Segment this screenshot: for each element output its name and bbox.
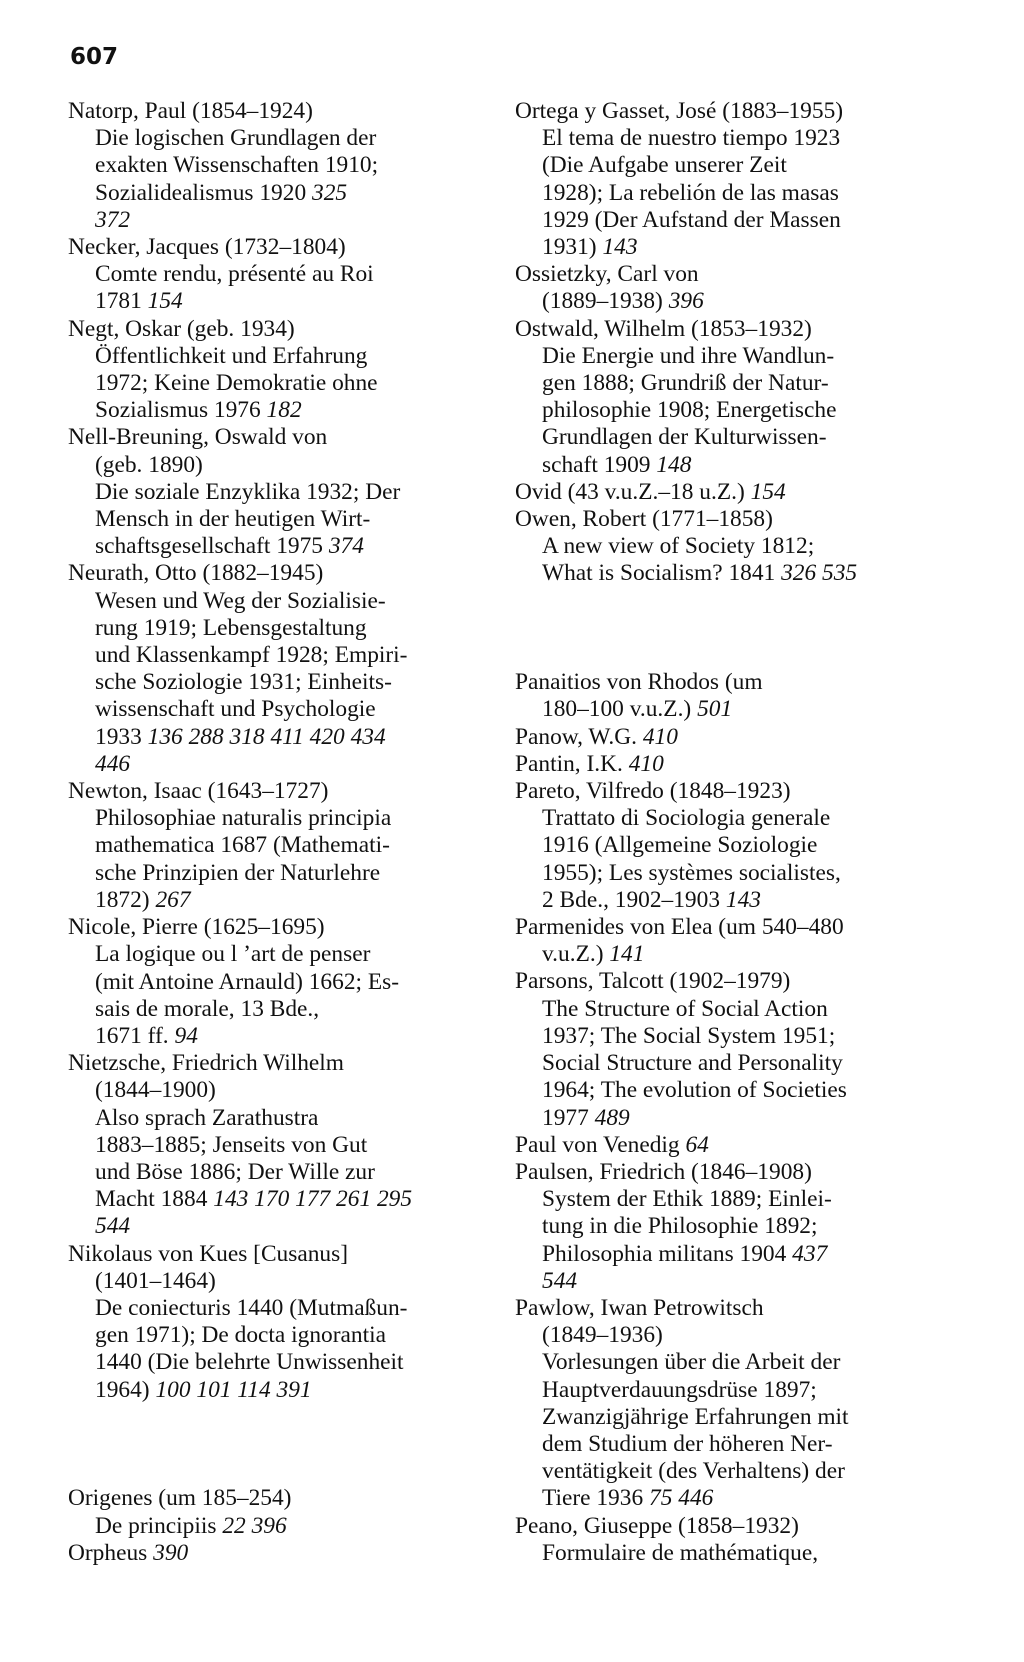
entry-name: Nicole, Pierre (1625–1695) [68, 914, 325, 941]
entry-heading [68, 234, 488, 261]
page-references: 326 535 [781, 560, 858, 587]
entry-heading [515, 1295, 955, 1349]
entry-name: Nikolaus von Kues [Cusanus] [68, 1240, 349, 1267]
entry-name: Origenes (um 185–254) [68, 1485, 292, 1512]
entry-heading [68, 1241, 488, 1295]
page-references: 154 [147, 288, 183, 315]
page-references: 396 [668, 288, 704, 315]
index-entry [68, 914, 488, 1050]
entry-works [68, 261, 488, 315]
entry-name: Ostwald, Wilhelm (1853–1932) [515, 315, 812, 342]
index-entry [68, 560, 488, 778]
entry-name: (1844–1900) [95, 1077, 216, 1104]
entry-name: (1401–1464) [95, 1267, 216, 1294]
page-references: 182 [266, 397, 302, 424]
page-references: 374 [328, 533, 364, 560]
works-text: A new view of Society 1812; What is Socialism? 1841 [542, 533, 815, 587]
page-references: 325 372 [95, 179, 348, 233]
page-references: 100 101 114 391 [155, 1376, 312, 1403]
entry-heading [68, 1050, 488, 1104]
page-references: 22 396 [222, 1512, 287, 1539]
index-entry [515, 1295, 955, 1513]
works-text: The Structure of Social Action 1937; The Social System 1951; Social Structure and Personality 1964; The evolution of Societies 1977 [542, 995, 847, 1131]
works-text: Philosophiae naturalis principia mathematica 1687 (Mathemati- sche Prinzipien der Naturlehre 1872) [95, 805, 392, 913]
entry-name: Pawlow, Iwan Petrowitsch [515, 1294, 764, 1321]
entry-name: Neurath, Otto (1882–1945) [68, 560, 324, 587]
index-entry [68, 1540, 488, 1567]
entry-works [68, 1105, 488, 1241]
entry-name: (geb. 1890) [95, 451, 203, 478]
page-references: 143 [725, 886, 761, 913]
index-entry [515, 669, 955, 723]
works-text: Die logischen Grundlagen der exakten Wissenschaften 1910; Sozialidealismus 1920 [95, 125, 379, 206]
entry-works [515, 1349, 955, 1512]
index-entry [515, 261, 955, 315]
works-text: System der Ethik 1889; Einlei- tung in die Philosophie 1892; Philosophia militans 1904 [542, 1186, 832, 1267]
index-entry [515, 506, 955, 588]
index-entry [68, 778, 488, 914]
entry-works [68, 1513, 488, 1540]
page-references: 489 [594, 1104, 630, 1131]
works-text: Vorlesungen über die Arbeit der Hauptverdauungsdrüse 1897; Zwanzigjährige Erfahrungen mit dem Studium der höheren Ner- ventätigkeit (des Verhaltens) der Tiere 1936 [542, 1349, 849, 1512]
entry-works [68, 125, 488, 234]
entry-works [515, 533, 955, 587]
works-text: Die soziale Enzyklika 1932; Der Mensch in der heutigen Wirt- schaftsgesellschaft 1975 [95, 478, 401, 560]
entry-heading [515, 968, 955, 995]
page-references: 410 [628, 750, 664, 777]
entry-works [68, 1295, 488, 1404]
entry-name: Panaitios von Rhodos (um [515, 669, 763, 696]
index-entry [515, 1513, 955, 1567]
entry-heading [515, 1159, 955, 1186]
entry-name: (1849–1936) [542, 1322, 663, 1349]
entry-name: Parmenides von Elea (um 540–480 [515, 914, 844, 941]
works-text: Also sprach Zarathustra 1883–1885; Jenseits von Gut und Böse 1886; Der Wille zur Macht 1884 [95, 1104, 375, 1213]
entry-heading [515, 914, 955, 968]
page-references: 501 [697, 696, 733, 723]
entry-works [68, 479, 488, 561]
entry-heading [515, 1132, 955, 1159]
entry-name: Paulsen, Friedrich (1846–1908) [515, 1158, 812, 1185]
entry-works [515, 996, 955, 1132]
works-text: Die Energie und ihre Wandlun- gen 1888; Grundriß der Natur- philosophie 1908; Energetische Grundlagen der Kulturwissen- schaft 1909 [542, 342, 837, 478]
entry-heading [515, 506, 955, 533]
page-references: 154 [750, 478, 786, 505]
entry-heading [68, 316, 488, 343]
index-entry [68, 1241, 488, 1404]
entry-name: Pantin, I.K. 410 [515, 750, 664, 777]
works-text: Trattato di Sociologia generale 1916 (Allgemeine Soziologie 1955); Les systèmes socialistes, 2 Bde., 1902–1903 [542, 805, 841, 913]
works-text: Formulaire de mathématique, [542, 1539, 819, 1566]
index-entry [515, 778, 955, 914]
page-references: 143 [602, 234, 638, 261]
works-text: De principiis [95, 1512, 217, 1539]
entry-name: 180–100 v.u.Z.) 501 [542, 696, 733, 723]
entry-heading [515, 479, 955, 506]
entry-heading [515, 98, 955, 125]
entry-heading [68, 98, 488, 125]
entry-heading [68, 778, 488, 805]
entry-works [68, 588, 488, 778]
index-entry [68, 234, 488, 316]
entry-works [515, 805, 955, 914]
page-references: 390 [153, 1539, 189, 1566]
page-number: 607 [70, 44, 119, 70]
entry-name: Necker, Jacques (1732–1804) [68, 234, 346, 261]
index-entry [68, 316, 488, 425]
entry-heading [68, 914, 488, 941]
section-gap [515, 588, 955, 670]
works-text: Öffentlichkeit und Erfahrung 1972; Keine Demokratie ohne Sozialismus 1976 [95, 342, 378, 424]
works-text: La logique ou l ’art de penser (mit Antoine Arnauld) 1662; Es- sais de morale, 13 Bde., 1671 ff. [95, 941, 400, 1049]
entry-name: Paul von Venedig 64 [515, 1131, 709, 1158]
page-references: 94 [174, 1022, 198, 1049]
works-text: De coniecturis 1440 (Mutmaßun- gen 1971); De docta ignorantia 1440 (Die belehrte Unwissenheit 1964) [95, 1294, 408, 1403]
entry-works [68, 941, 488, 1050]
entry-name: Nell-Breuning, Oswald von [68, 424, 328, 451]
entry-name: Parsons, Talcott (1902–1979) [515, 968, 791, 995]
entry-heading [68, 1485, 488, 1512]
index-entry [515, 914, 955, 968]
entry-heading [515, 751, 955, 778]
entry-heading [515, 1513, 955, 1540]
page-references: 141 [609, 941, 645, 968]
index-entry [68, 1485, 488, 1539]
entry-name: Panow, W.G. 410 [515, 723, 678, 750]
page-references: 267 [155, 886, 191, 913]
index-entry [515, 1159, 955, 1295]
entry-heading [68, 560, 488, 587]
index-entry [515, 968, 955, 1131]
page-references: 143 170 177 261 295 544 [95, 1186, 413, 1240]
entry-name: Owen, Robert (1771–1858) [515, 506, 773, 533]
works-text: Wesen und Weg der Sozialisie- rung 1919; Lebensgestaltung und Klassenkampf 1928; Empiri- sche Soziologie 1931; Einheits- wissenschaft und Psychologie 1933 [95, 587, 408, 750]
index-entry [515, 724, 955, 751]
index-entry [68, 424, 488, 560]
entry-heading [515, 669, 955, 723]
page-references: 410 [642, 723, 678, 750]
works-text: Comte rendu, présenté au Roi 1781 [95, 261, 374, 315]
entry-name: (1889–1938) 396 [542, 288, 704, 315]
entry-name: Ossietzky, Carl von [515, 261, 699, 288]
page-references: 136 288 318 411 420 434 446 [95, 723, 386, 777]
page-references: 64 [685, 1131, 709, 1158]
entry-name: Nietzsche, Friedrich Wilhelm [68, 1050, 344, 1077]
entry-heading [68, 424, 488, 478]
left-column [68, 98, 488, 1567]
section-gap [68, 1404, 488, 1486]
entry-works [515, 1186, 955, 1295]
right-column [515, 98, 955, 1567]
page-references: 75 446 [649, 1485, 714, 1512]
entry-works [515, 125, 955, 261]
index-entry [68, 1050, 488, 1240]
entry-works [515, 1540, 955, 1567]
index-entry [515, 98, 955, 261]
entry-heading [515, 261, 955, 315]
index-entry [515, 316, 955, 479]
index-entry [515, 479, 955, 506]
entry-name: Negt, Oskar (geb. 1934) [68, 315, 295, 342]
entry-works [68, 343, 488, 425]
page-references: 148 [656, 451, 692, 478]
index-entry [515, 751, 955, 778]
entry-name: Newton, Isaac (1643–1727) [68, 778, 329, 805]
works-text: El tema de nuestro tiempo 1923 (Die Aufgabe unserer Zeit 1928); La rebelión de las masas 1929 (Der Aufstand der Massen 1931) [542, 125, 841, 261]
entry-heading [515, 316, 955, 343]
entry-name: Ovid (43 v.u.Z.–18 u.Z.) 154 [515, 478, 786, 505]
entry-name: Orpheus 390 [68, 1539, 189, 1566]
entry-works [515, 343, 955, 479]
entry-name: Peano, Giuseppe (1858–1932) [515, 1512, 799, 1539]
entry-heading [68, 1540, 488, 1567]
entry-works [68, 805, 488, 914]
entry-name: Natorp, Paul (1854–1924) [68, 98, 313, 124]
page-references: 437 544 [542, 1240, 828, 1294]
index-entry [68, 98, 488, 234]
entry-name: Ortega y Gasset, José (1883–1955) [515, 98, 844, 124]
entry-name: Pareto, Vilfredo (1848–1923) [515, 778, 791, 805]
index-entry [515, 1132, 955, 1159]
entry-name: v.u.Z.) 141 [542, 941, 645, 968]
entry-heading [515, 724, 955, 751]
entry-heading [515, 778, 955, 805]
